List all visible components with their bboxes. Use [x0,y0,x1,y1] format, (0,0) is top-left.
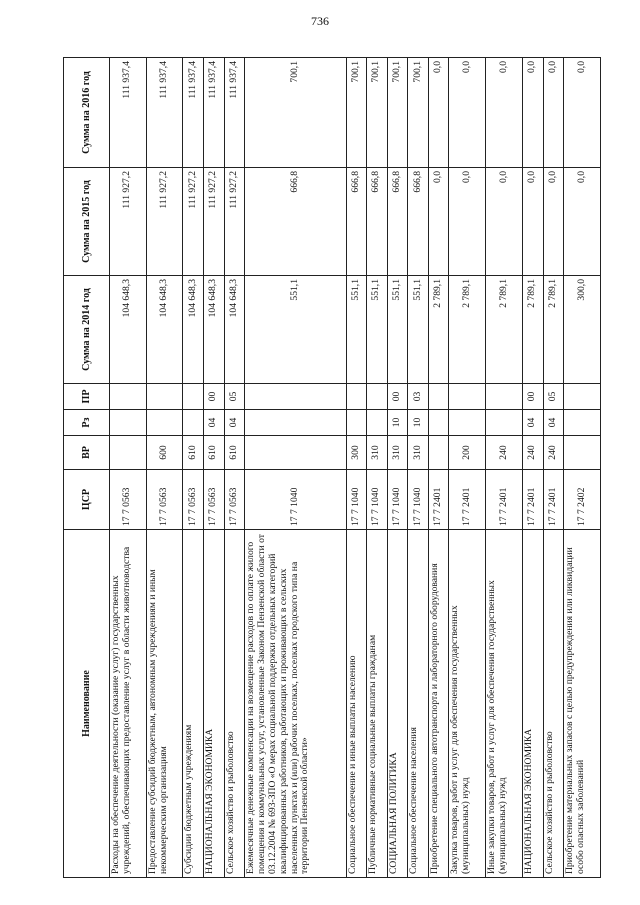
cell-csr: 17 7 2401 [449,470,486,530]
cell-rz: 04 [543,410,564,436]
cell-csr: 17 7 2401 [522,470,543,530]
cell-name: Социальное обеспечение населения [408,530,429,878]
header-pr: ПР [64,384,110,410]
header-csr: ЦСР [64,470,110,530]
cell-vr: 300 [346,436,367,470]
cell-rz: 04 [522,410,543,436]
cell-name: Приобретение материальных запасов с целью предупреждения или ликвидации особо опасных заболеваний [564,530,601,878]
table-body [110,58,601,878]
cell-name: Сельское хозяйство и рыболовство [543,530,564,878]
table-row [224,58,245,878]
cell-csr: 17 7 2401 [428,470,449,530]
header-2016: Сумма на 2016 год [64,58,110,168]
table-row [543,58,564,878]
cell-vr [564,436,601,470]
cell-name: Закупка товаров, работ и услуг для обеспечения государственных (муниципальных) нужд [449,530,486,878]
cell-rz: 10 [387,410,408,436]
cell-y2015: 0,0 [564,168,601,276]
cell-pr [486,384,523,410]
table-row [486,58,523,878]
cell-y2014: 2 789,1 [486,276,523,384]
cell-y2015: 666,8 [367,168,388,276]
cell-csr: 17 7 0563 [110,470,147,530]
cell-csr: 17 7 1040 [367,470,388,530]
cell-y2014: 300,0 [564,276,601,384]
cell-y2016: 700,1 [245,58,346,168]
cell-csr: 17 7 2402 [564,470,601,530]
cell-y2015: 0,0 [428,168,449,276]
cell-pr [564,384,601,410]
budget-table [63,57,601,878]
cell-rz [367,410,388,436]
cell-y2014: 104 648,3 [183,276,204,384]
cell-csr: 17 7 1040 [346,470,367,530]
cell-y2016: 700,1 [346,58,367,168]
cell-pr [449,384,486,410]
cell-pr: 00 [522,384,543,410]
cell-y2014: 104 648,3 [224,276,245,384]
cell-name: Предоставление субсидий бюджетным, автономным учреждениям и иным некоммерческим организациям [146,530,183,878]
cell-vr: 240 [543,436,564,470]
cell-y2016: 111 937,4 [183,58,204,168]
table-row [204,58,225,878]
cell-pr: 03 [408,384,429,410]
cell-name: Расходы на обеспечение деятельности (оказание услуг) государственных учреждений, обеспечивающих предоставление услуг в области животноводства [110,530,147,878]
cell-y2015: 0,0 [522,168,543,276]
cell-name: НАЦИОНАЛЬНАЯ ЭКОНОМИКА [522,530,543,878]
table-row [387,58,408,878]
cell-y2015: 0,0 [543,168,564,276]
cell-vr: 310 [367,436,388,470]
cell-y2016: 111 937,4 [204,58,225,168]
cell-rz [564,410,601,436]
cell-y2014: 551,1 [367,276,388,384]
cell-rz [245,410,346,436]
header-2015: Сумма на 2015 год [64,168,110,276]
cell-vr [110,436,147,470]
cell-y2015: 0,0 [486,168,523,276]
cell-name: Приобретение специального автотранспорта и лабораторного оборудования [428,530,449,878]
cell-vr: 610 [183,436,204,470]
cell-y2014: 551,1 [346,276,367,384]
cell-y2014: 2 789,1 [543,276,564,384]
cell-pr [146,384,183,410]
cell-vr: 310 [408,436,429,470]
cell-y2015: 666,8 [408,168,429,276]
cell-y2016: 111 937,4 [224,58,245,168]
cell-name: СОЦИАЛЬНАЯ ПОЛИТИКА [387,530,408,878]
cell-name: Социальное обеспечение и иные выплаты населению [346,530,367,878]
cell-y2016: 0,0 [543,58,564,168]
cell-y2014: 2 789,1 [522,276,543,384]
table-row [564,58,601,878]
table-row [110,58,147,878]
cell-y2015: 111 927,2 [183,168,204,276]
cell-vr: 610 [224,436,245,470]
cell-name: Публичные нормативные социальные выплаты гражданам [367,530,388,878]
cell-y2016: 111 937,4 [146,58,183,168]
cell-csr: 17 7 1040 [245,470,346,530]
table-row [449,58,486,878]
cell-y2016: 700,1 [387,58,408,168]
cell-y2014: 104 648,3 [110,276,147,384]
cell-csr: 17 7 2401 [543,470,564,530]
cell-rz [449,410,486,436]
table-row [428,58,449,878]
cell-y2015: 666,8 [346,168,367,276]
table-row [522,58,543,878]
cell-y2015: 666,8 [387,168,408,276]
cell-pr [428,384,449,410]
header-name: Наименование [64,530,110,878]
cell-vr: 600 [146,436,183,470]
cell-y2014: 2 789,1 [449,276,486,384]
cell-y2016: 111 937,4 [110,58,147,168]
cell-y2014: 2 789,1 [428,276,449,384]
cell-rz [428,410,449,436]
cell-rz [110,410,147,436]
cell-name: Ежемесячные денежные компенсации на возмещение расходов по оплате жилого помещения и коммунальных услуг, установленные Законом Пензенской области от 03.12.2004 № 693-ЗПО «О мерах социальной поддержки отдельных категорий квалифицированных работников, работающих и проживающих в сельских населенных пунктах и (или) рабочих поселках, поселках городского типа на территории Пензенской области» [245,530,346,878]
cell-rz [146,410,183,436]
cell-csr: 17 7 1040 [387,470,408,530]
table-row [183,58,204,878]
table-row [146,58,183,878]
cell-y2016: 700,1 [367,58,388,168]
table-row [408,58,429,878]
cell-pr [245,384,346,410]
cell-rz [346,410,367,436]
cell-csr: 17 7 2401 [486,470,523,530]
table-header-row [64,58,110,878]
cell-y2015: 0,0 [449,168,486,276]
cell-csr: 17 7 0563 [204,470,225,530]
cell-pr: 00 [387,384,408,410]
cell-y2015: 111 927,2 [204,168,225,276]
cell-pr [367,384,388,410]
table-row [245,58,346,878]
cell-y2016: 0,0 [564,58,601,168]
cell-y2014: 551,1 [245,276,346,384]
cell-name: Субсидии бюджетным учреждениям [183,530,204,878]
cell-y2014: 104 648,3 [146,276,183,384]
page-number: 736 [311,14,329,28]
cell-y2015: 111 927,2 [110,168,147,276]
header-2014: Сумма на 2014 год [64,276,110,384]
cell-y2014: 551,1 [408,276,429,384]
cell-csr: 17 7 0563 [146,470,183,530]
cell-vr: 240 [486,436,523,470]
cell-pr [110,384,147,410]
cell-pr: 05 [543,384,564,410]
cell-pr [346,384,367,410]
cell-name: Иные закупки товаров, работ и услуг для обеспечения государственных (муниципальных) нужд [486,530,523,878]
cell-vr [245,436,346,470]
cell-vr: 610 [204,436,225,470]
cell-pr: 00 [204,384,225,410]
cell-name: НАЦИОНАЛЬНАЯ ЭКОНОМИКА [204,530,225,878]
cell-y2015: 666,8 [245,168,346,276]
cell-name: Сельское хозяйство и рыболовство [224,530,245,878]
cell-vr: 310 [387,436,408,470]
cell-y2016: 0,0 [486,58,523,168]
table-row [346,58,367,878]
cell-vr [428,436,449,470]
header-vr: ВР [64,436,110,470]
cell-rz [486,410,523,436]
cell-y2016: 0,0 [449,58,486,168]
cell-vr: 240 [522,436,543,470]
header-rz: Рз [64,410,110,436]
cell-rz [183,410,204,436]
cell-rz: 04 [204,410,225,436]
rotated-table-container [63,58,601,878]
cell-y2015: 111 927,2 [146,168,183,276]
cell-csr: 17 7 0563 [183,470,204,530]
cell-y2014: 104 648,3 [204,276,225,384]
cell-csr: 17 7 1040 [408,470,429,530]
cell-pr: 05 [224,384,245,410]
cell-pr [183,384,204,410]
cell-rz: 04 [224,410,245,436]
table-row [367,58,388,878]
cell-y2016: 0,0 [428,58,449,168]
cell-vr: 200 [449,436,486,470]
cell-y2016: 0,0 [522,58,543,168]
cell-y2014: 551,1 [387,276,408,384]
cell-rz: 10 [408,410,429,436]
cell-y2015: 111 927,2 [224,168,245,276]
cell-y2016: 700,1 [408,58,429,168]
cell-csr: 17 7 0563 [224,470,245,530]
